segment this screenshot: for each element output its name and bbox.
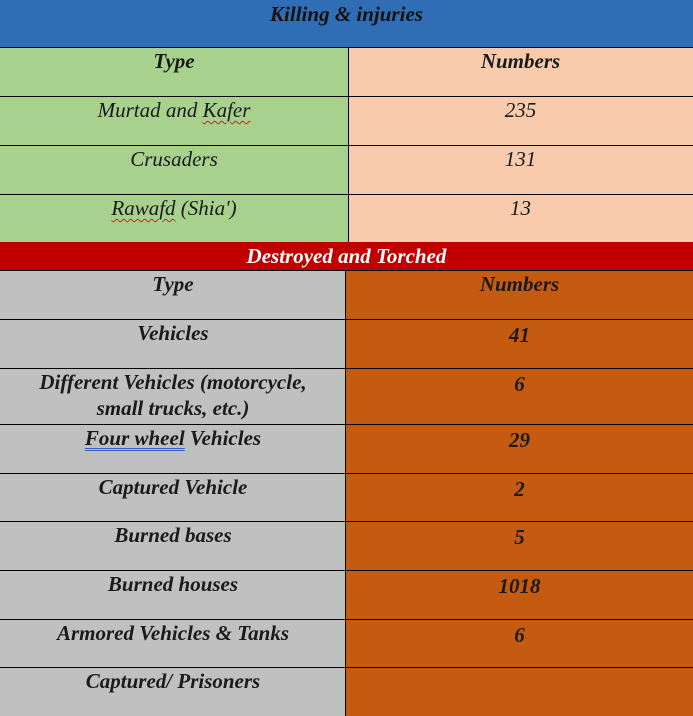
section2-row-type	[0, 369, 346, 425]
type-text: (Shia')	[175, 196, 237, 220]
section2-row-value	[346, 369, 693, 425]
section1-row-type	[0, 146, 348, 195]
value-text: 1018	[498, 574, 541, 598]
section2-row-value	[346, 620, 693, 668]
killing-injuries-title	[0, 0, 693, 48]
section2-row	[0, 474, 693, 522]
section2-row-value	[346, 425, 693, 474]
section2-row	[0, 320, 693, 369]
type-text-marked: Kafer	[202, 98, 251, 122]
section2-row-type	[0, 425, 346, 474]
value-text: 41	[509, 323, 530, 347]
section1-header-numbers-label: Numbers	[480, 49, 561, 73]
section1-row	[0, 97, 693, 146]
value-text: 2	[514, 477, 525, 501]
value-text: 235	[504, 98, 537, 122]
section2-header-type	[0, 271, 346, 320]
type-text-marked: Four wheel	[84, 426, 185, 450]
killing-injuries-title-text: Killing & injuries	[270, 2, 423, 26]
section2-header-row	[0, 271, 693, 320]
section2-row	[0, 571, 693, 620]
type-text: Burned houses	[107, 572, 239, 596]
section1-row-type	[0, 195, 348, 242]
type-text: Murtad and	[97, 98, 203, 122]
type-text-line2: small trucks, etc.)	[96, 396, 250, 420]
value-text: 29	[509, 428, 530, 452]
type-text: Vehicles	[137, 321, 209, 345]
section1-row-type	[0, 97, 348, 146]
section1-row-value	[348, 195, 693, 242]
type-text-line1: Different Vehicles (motorcycle,	[39, 370, 307, 394]
section2-row-type	[0, 571, 346, 620]
section2-row-value	[346, 474, 693, 522]
section2-row-value	[346, 571, 693, 620]
value-text: 6	[514, 372, 525, 396]
section1-row-value	[348, 97, 693, 146]
section2-header-numbers	[346, 271, 693, 320]
section2-row-value	[346, 522, 693, 571]
section2-row-type	[0, 474, 346, 522]
value-text: 13	[510, 196, 531, 220]
destroyed-torched-title	[0, 242, 693, 271]
type-text: Captured/ Prisoners	[85, 669, 261, 693]
value-text: 131	[504, 147, 537, 171]
section1-row-value	[348, 146, 693, 195]
section1-row	[0, 195, 693, 242]
section2-header-numbers-label: Numbers	[479, 272, 560, 296]
section2-row-type	[0, 620, 346, 668]
section1-header-type-label: Type	[153, 49, 195, 73]
section2-row-type	[0, 668, 346, 716]
type-text: Captured Vehicle	[98, 475, 248, 499]
section1-header-row	[0, 48, 693, 97]
section1-header-type	[0, 48, 348, 97]
section2-row	[0, 620, 693, 668]
type-text: Vehicles	[184, 426, 262, 450]
value-text: 5	[514, 525, 525, 549]
type-text: Armored Vehicles & Tanks	[56, 621, 289, 645]
type-text-marked: Rawafd	[111, 196, 176, 220]
section2-row-type	[0, 522, 346, 571]
section2-header-type-label: Type	[152, 272, 194, 296]
section2-row-type	[0, 320, 346, 369]
section2-row	[0, 522, 693, 571]
section2-row-value	[346, 320, 693, 369]
type-text: Burned bases	[114, 523, 232, 547]
section2-row	[0, 668, 693, 716]
value-text: 6	[514, 623, 525, 647]
section1-header-numbers	[348, 48, 693, 97]
section2-row	[0, 369, 693, 425]
section2-row-value	[346, 668, 693, 716]
destroyed-torched-title-text: Destroyed and Torched	[246, 244, 447, 268]
type-text: Crusaders	[130, 147, 218, 171]
section2-row	[0, 425, 693, 474]
section1-row	[0, 146, 693, 195]
